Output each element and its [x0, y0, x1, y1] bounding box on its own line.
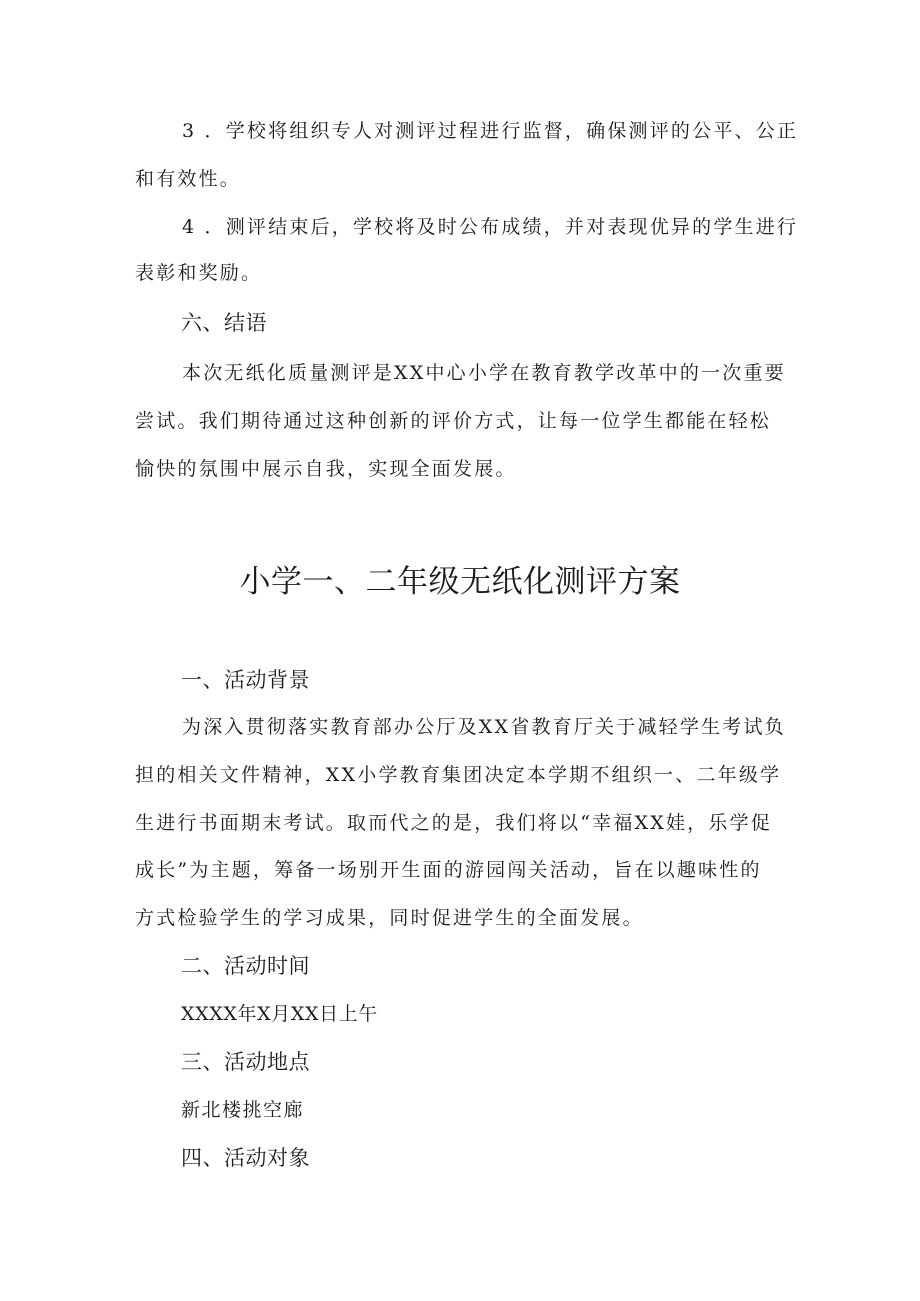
background-line-2: 担的相关文件精神，XX小学教育集团决定本学期不组织一、二年级学 — [135, 764, 782, 786]
background-line-3: 生进行书面期末考试。取而代之的是，我们将以“幸福XX娃，乐学促 — [135, 812, 772, 834]
background-line-4: 成长”为主题，筹备一场别开生面的游园闯关活动，旨在以趣味性的 — [135, 859, 762, 881]
location-value: 新北楼挑空廊 — [181, 1099, 305, 1121]
background-line-1: 为深入贯彻落实教育部办公厅及XX省教育厅关于减轻学生考试负 — [182, 716, 786, 738]
conclusion-line-3: 愉快的氛围中展示自我，实现全面发展。 — [135, 458, 517, 480]
item-3-line-2: 和有效性。 — [135, 168, 242, 190]
target-heading: 四、活动对象 — [181, 1146, 310, 1170]
item-3-line-1: 3 ．学校将组织专人对测评过程进行监督，确保测评的公平、公正 — [182, 120, 799, 142]
conclusion-heading: 六、结语 — [181, 311, 267, 335]
conclusion-line-2: 尝试。我们期待通过这种创新的评价方式，让每一位学生都能在轻松 — [135, 410, 772, 432]
background-heading: 一、活动背景 — [181, 668, 310, 692]
document-title: 小学一、二年级无纸化测评方案 — [239, 564, 681, 600]
time-value: XXXX年X月XX日上午 — [181, 1003, 378, 1025]
item-4-line-1: 4 ．测评结束后，学校将及时公布成绩，并对表现优异的学生进行 — [182, 216, 799, 238]
item-4-line-2: 表彰和奖励。 — [135, 262, 263, 284]
conclusion-line-1: 本次无纸化质量测评是XX中心小学在教育教学改革中的一次重要 — [182, 362, 786, 384]
background-line-5: 方式检验学生的学习成果，同时促进学生的全面发展。 — [135, 907, 644, 929]
time-heading: 二、活动时间 — [181, 954, 310, 978]
location-heading: 三、活动地点 — [181, 1050, 310, 1074]
